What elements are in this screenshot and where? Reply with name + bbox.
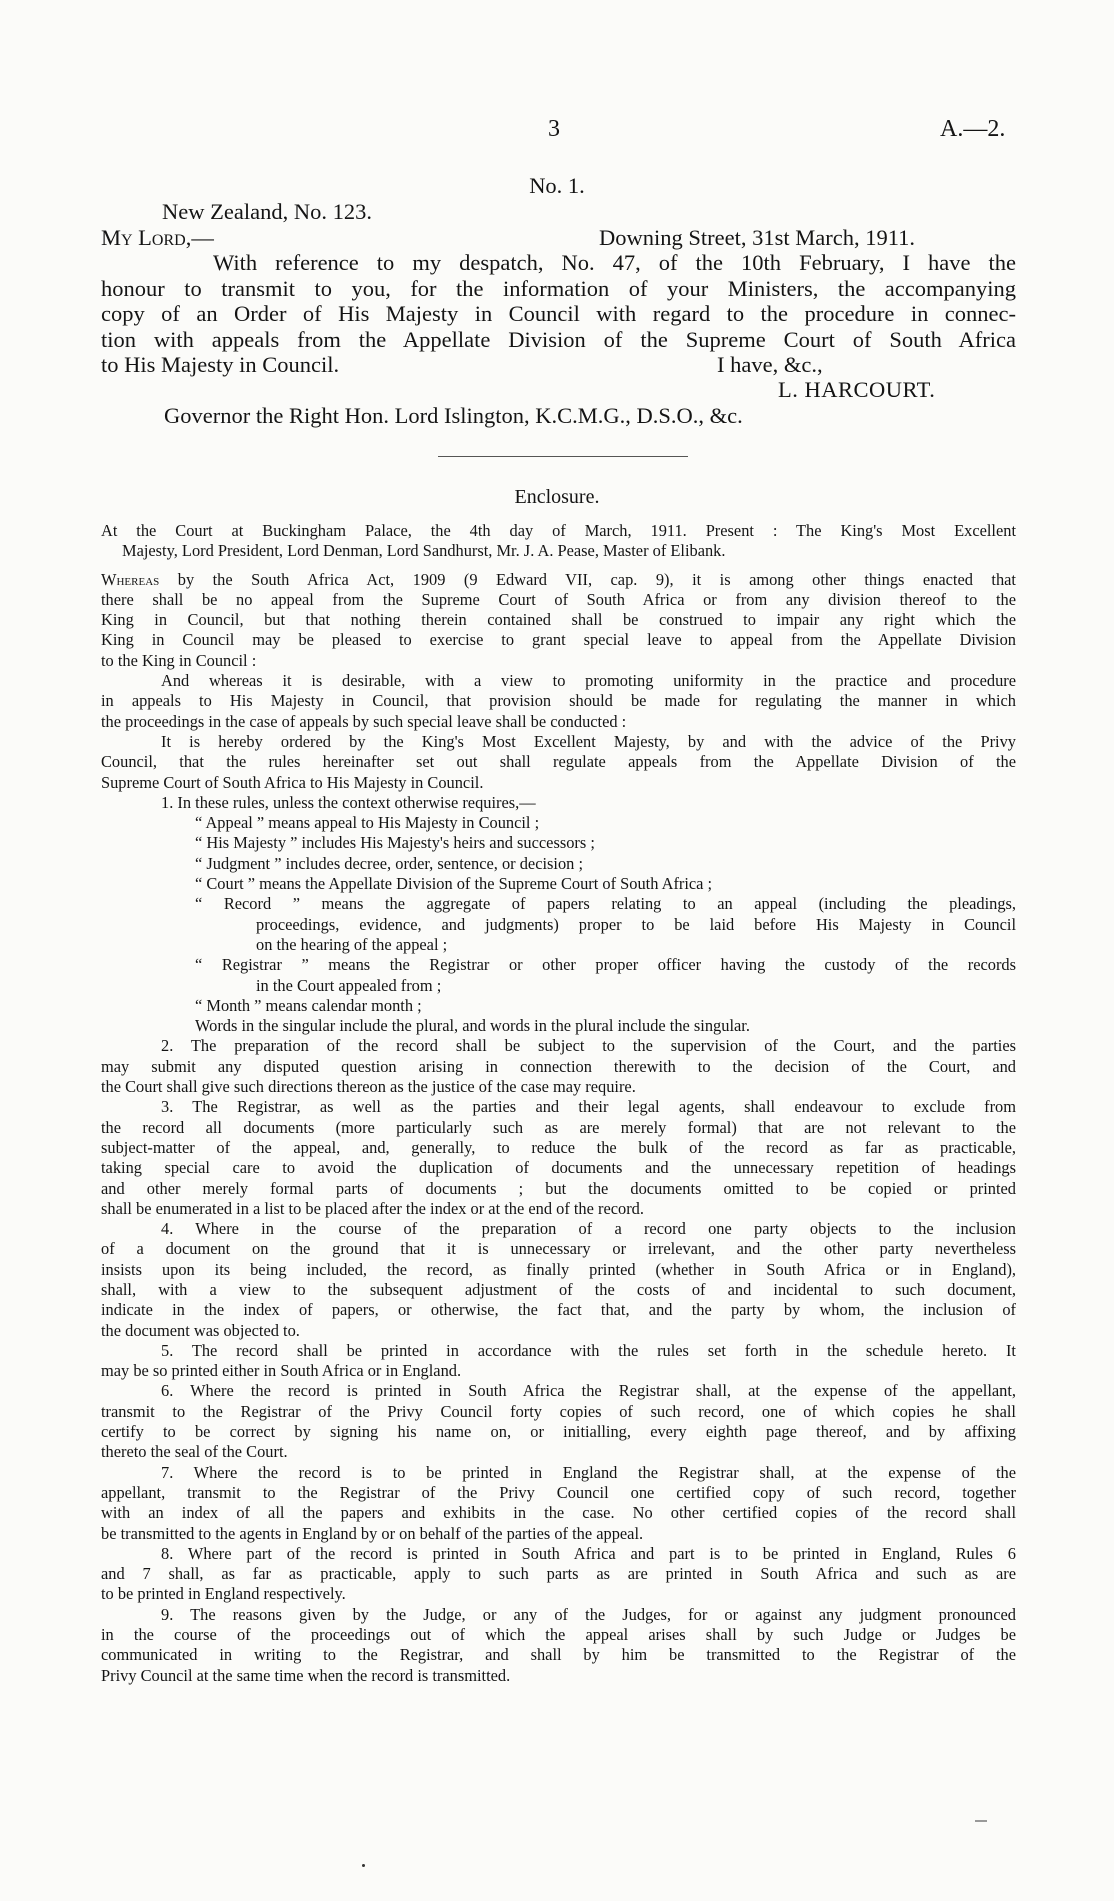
whereas-line: by the South Africa Act, 1909 (9 Edward VII, cap. 9), it is among other things enacted that xyxy=(177,569,1016,589)
court-line: At the Court at Buckingham Palace, the 4th day of March, 1911. Present : The King's Most Excellent xyxy=(101,521,1016,540)
and-whereas-line: in appeals to His Majesty in Council, that provision should be made for regulating the manner in which xyxy=(101,691,1016,711)
rule-1-intro: 1. In these rules, unless the context otherwise requires,— xyxy=(161,792,536,812)
signature: L. HARCOURT. xyxy=(778,377,936,402)
whereas-line: to the King in Council : xyxy=(101,650,257,670)
rule-8-line: and 7 shall, as far as practicable, apply to such parts as are printed in South Africa and such as are xyxy=(101,1564,1016,1584)
ordered-line: Council, that the rules hereinafter set out shall regulate appeals from the Appellate Division of the xyxy=(101,752,1016,772)
whereas-first-line xyxy=(101,570,1016,590)
section-divider xyxy=(438,456,688,457)
whereas-word: Whereas xyxy=(101,569,160,589)
despatch-line: With reference to my despatch, No. 47, of the 10th February, I have the xyxy=(213,250,1016,275)
definition-judgment: “ Judgment ” includes decree, order, sentence, or decision ; xyxy=(195,853,584,873)
page-number: 3 xyxy=(548,116,560,142)
despatch-line: to His Majesty in Council. xyxy=(101,352,340,377)
despatch-line: tion with appeals from the Appellate Division of the Supreme Court of South Africa xyxy=(101,326,1016,352)
rule-3-line: shall be enumerated in a list to be placed after the index or at the end of the record. xyxy=(101,1198,644,1218)
definition-his-majesty: “ His Majesty ” includes His Majesty's heirs and successors ; xyxy=(195,833,595,853)
definitions-list xyxy=(101,813,1016,1036)
rule-3-line: the record all documents (more particularly such as are merely formal) that are not relevant to the xyxy=(101,1117,1016,1137)
rule-3-line: taking special care to avoid the duplication of documents and the unnecessary repetition of headings xyxy=(101,1158,1016,1178)
rule-3-line: and other merely formal parts of documents ; but the documents omitted to be copied or printed xyxy=(101,1178,1016,1198)
rule-2-line: the Court shall give such directions thereon as the justice of the case may require. xyxy=(101,1077,636,1097)
despatch-line: honour to transmit to you, for the information of your Ministers, the accompanying xyxy=(101,275,1016,301)
and-whereas-line: And whereas it is desirable, with a view to promoting uniformity in the practice and procedure xyxy=(161,671,1016,691)
whereas-line: King in Council, but that nothing therein contained shall be construed to impair any right which the xyxy=(101,610,1016,630)
rule-7-line: be transmitted to the agents in England by or on behalf of the parties of the appeal. xyxy=(101,1523,644,1543)
definition-registrar: “ Registrar ” means the Registrar or other proper officer having the custody of the records xyxy=(195,955,1016,975)
rule-9-line: communicated in writing to the Registrar, and shall by him be transmitted to the Registrar of the xyxy=(101,1645,1016,1665)
definition-appeal: “ Appeal ” means appeal to His Majesty in Council ; xyxy=(195,813,540,833)
enclosure-title: Enclosure. xyxy=(514,486,600,508)
rule-7-line: 7. Where the record is to be printed in England the Registrar shall, at the expense of the xyxy=(161,1462,1016,1482)
definition-record-cont: proceedings, evidence, and judgments) proper to be laid before His Majesty in Council xyxy=(256,914,1016,934)
rule-4-line: indicate in the index of papers, or otherwise, the fact that, and the party by whom, the inclusion of xyxy=(101,1300,1016,1320)
rule-6-line: thereto the seal of the Court. xyxy=(101,1442,288,1462)
rule-4-line: 4. Where in the course of the preparation of a record one party objects to the inclusion xyxy=(161,1219,1016,1239)
whereas-line: there shall be no appeal from the Supreme Court of South Africa or from any division thereof to the xyxy=(101,589,1016,609)
definition-record-cont: on the hearing of the appeal ; xyxy=(256,934,448,954)
document-reference: A.—2. xyxy=(940,116,1006,142)
despatch-last-line xyxy=(101,352,1016,378)
court-line: Majesty, Lord President, Lord Denman, Lord Sandhurst, Mr. J. A. Pease, Master of Elibank. xyxy=(122,541,726,561)
rule-5-line: may be so printed either in South Africa or in England. xyxy=(101,1361,462,1381)
addressee: Governor the Right Hon. Lord Islington, K.C.M.G., D.S.O., &c. xyxy=(164,403,743,428)
salutation: My Lord,— xyxy=(101,225,214,250)
rule-7-line: appellant, transmit to the Registrar of the Privy Council one certified copy of such record, together xyxy=(101,1482,1016,1502)
rule-2-line: may submit any disputed question arising in connection therewith to the decision of the Court, and xyxy=(101,1056,1016,1076)
place-and-date: Downing Street, 31st March, 1911. xyxy=(599,225,915,250)
rule-3-line: subject-matter of the appeal, and, generally, to reduce the bulk of the record as far as practicable, xyxy=(101,1137,1016,1157)
words-singular-note: Words in the singular include the plural, and words in the plural include the singular. xyxy=(195,1016,750,1036)
definition-registrar-cont: in the Court appealed from ; xyxy=(256,975,442,995)
rule-9-line: Privy Council at the same time when the record is transmitted. xyxy=(101,1665,511,1685)
rule-6-line: 6. Where the record is printed in South Africa the Registrar shall, at the expense of the appellant, xyxy=(161,1381,1016,1401)
ink-speck xyxy=(362,1864,365,1867)
ordered-line: Supreme Court of South Africa to His Majesty in Council. xyxy=(101,772,484,792)
rule-8-line: to be printed in England respectively. xyxy=(101,1584,346,1604)
rule-6-line: certify to be correct by signing his name on, or initialling, every eighth page thereof, and by affixing xyxy=(101,1422,1016,1442)
rule-4-line: of a document on the ground that it is unnecessary or irrelevant, and the other party nevertheless xyxy=(101,1239,1016,1259)
rule-6-line: transmit to the Registrar of the Privy Council forty copies of such record, one of which copies he shall xyxy=(101,1401,1016,1421)
rule-7-line: with an index of all the papers and exhibits in the case. No other certified copies of the record shall xyxy=(101,1503,1016,1523)
whereas-line: King in Council may be pleased to exercise to grant special leave to appeal from the Appellate Division xyxy=(101,630,1016,650)
definition-record: “ Record ” means the aggregate of papers relating to an appeal (including the pleadings, xyxy=(195,894,1016,914)
closing: I have, &c., xyxy=(717,352,823,377)
rule-3-line: 3. The Registrar, as well as the parties and their legal agents, shall endeavour to exclude from xyxy=(161,1097,1016,1117)
despatch-body xyxy=(101,250,1016,378)
and-whereas-line: the proceedings in the case of appeals by such special leave shall be conducted : xyxy=(101,711,627,731)
enclosure-body xyxy=(101,521,1016,1686)
colony-reference: New Zealand, No. 123. xyxy=(162,199,372,224)
ordered-line: It is hereby ordered by the King's Most Excellent Majesty, by and with the advice of the Privy xyxy=(161,731,1016,751)
rule-4-line: shall, with a view to the subsequent adjustment of the costs of and incidental to such document, xyxy=(101,1279,1016,1299)
rule-5-line: 5. The record shall be printed in accordance with the rules set forth in the schedule hereto. It xyxy=(161,1340,1016,1360)
rule-9-line: 9. The reasons given by the Judge, or any of the Judges, for or against any judgment pronounced xyxy=(161,1604,1016,1624)
despatch-line: copy of an Order of His Majesty in Council with regard to the procedure in connec- xyxy=(101,301,1016,326)
definition-court: “ Court ” means the Appellate Division of the Supreme Court of South Africa ; xyxy=(195,874,713,894)
letter-number: No. 1. xyxy=(529,173,585,198)
rule-4-line: insists upon its being included, the record, as finally printed (whether in South Africa or in England), xyxy=(101,1259,1016,1279)
rule-2-line: 2. The preparation of the record shall be subject to the supervision of the Court, and the parties xyxy=(161,1036,1016,1056)
rule-4-line: the document was objected to. xyxy=(101,1320,300,1340)
rule-8-line: 8. Where part of the record is printed in South Africa and part is to be printed in England, Rules 6 xyxy=(161,1543,1016,1563)
rule-9-line: in the course of the proceedings out of which the appeal arises shall by such Judge or Judges be xyxy=(101,1625,1016,1645)
ink-speck xyxy=(975,1820,987,1822)
definition-month: “ Month ” means calendar month ; xyxy=(195,995,422,1015)
